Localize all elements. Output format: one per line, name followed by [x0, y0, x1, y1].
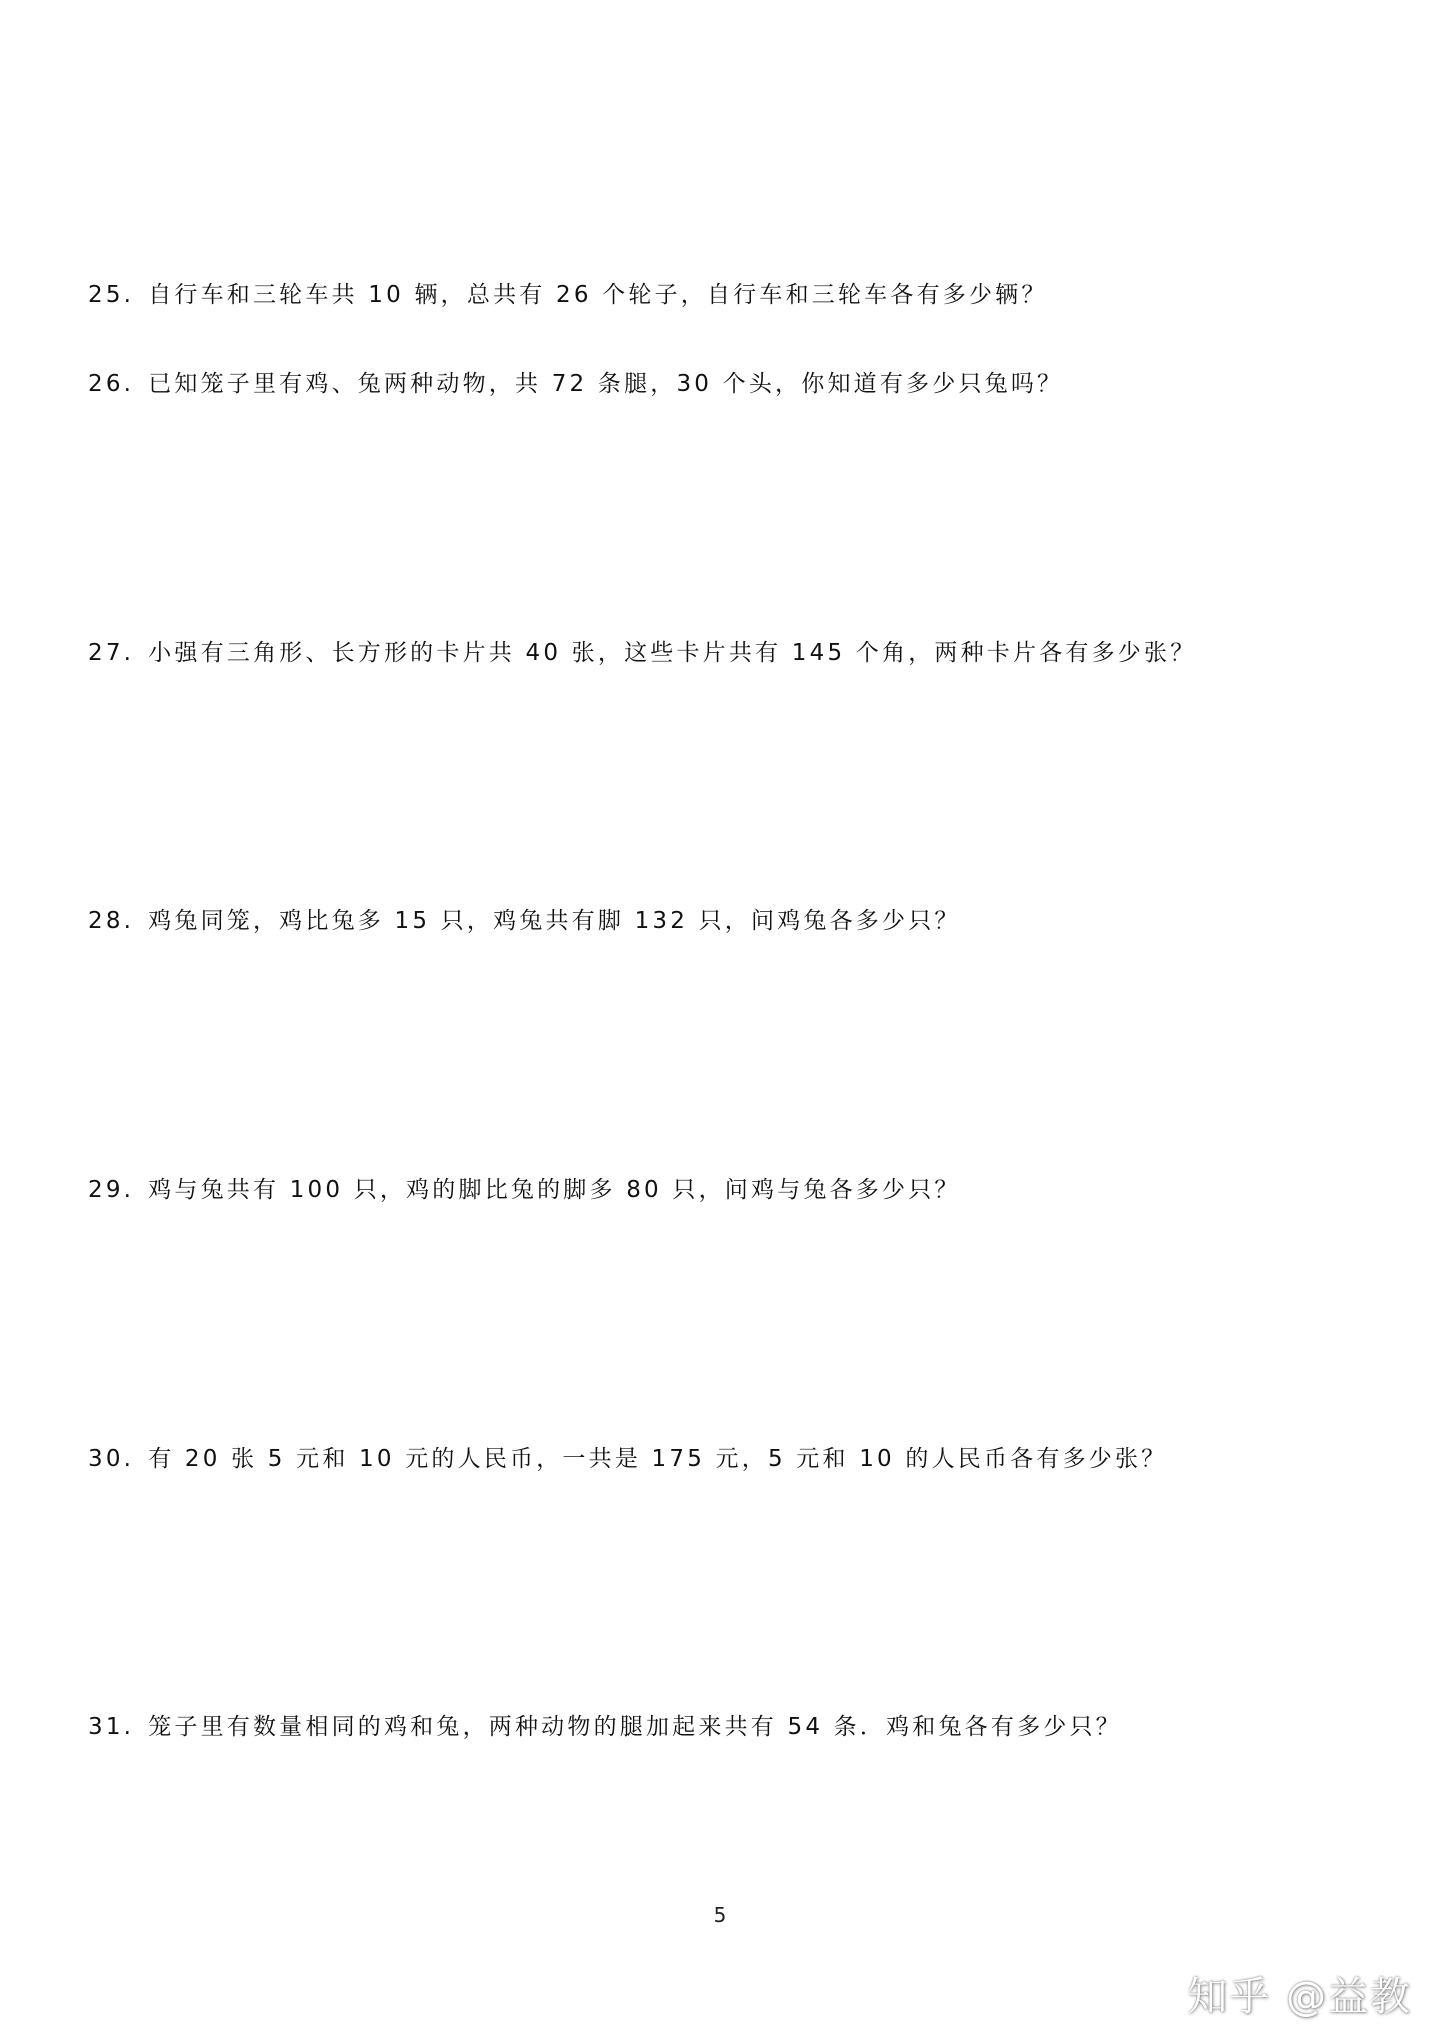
question-29 [88, 1173, 1388, 1207]
question-number: 31. [88, 1714, 135, 1740]
question-number: 30. [88, 1446, 135, 1472]
page-number: 5 [713, 1903, 727, 1927]
question-text: 有 20 张 5 元和 10 元的人民币，一共是 175 元，5 元和 10 的人民币各有多少张？ [148, 1446, 1168, 1472]
question-text: 自行车和三轮车共 10 辆，总共有 26 个轮子，自行车和三轮车各有多少辆？ [148, 282, 1048, 308]
question-26 [88, 367, 1388, 401]
question-25 [88, 278, 1388, 312]
question-number: 29. [88, 1177, 135, 1203]
watermark: 知乎 @益教 [1187, 1974, 1412, 2020]
question-number: 28. [88, 908, 135, 934]
question-28 [88, 904, 1388, 938]
question-27 [88, 636, 1388, 670]
question-text: 鸡与兔共有 100 只，鸡的脚比兔的脚多 80 只，问鸡与兔各多少只？ [148, 1177, 961, 1203]
question-text: 笼子里有数量相同的鸡和兔，两种动物的腿加起来共有 54 条．鸡和兔各有多少只？ [148, 1714, 1122, 1740]
question-number: 26. [88, 371, 135, 397]
question-number: 27. [88, 640, 135, 666]
question-text: 小强有三角形、长方形的卡片共 40 张，这些卡片共有 145 个角，两种卡片各有多少张？ [148, 640, 1197, 666]
question-30 [88, 1442, 1388, 1476]
question-number: 25. [88, 282, 135, 308]
question-31 [88, 1710, 1388, 1744]
question-text: 鸡兔同笼，鸡比兔多 15 只，鸡兔共有脚 132 只，问鸡兔各多少只？ [148, 908, 961, 934]
question-text: 已知笼子里有鸡、兔两种动物，共 72 条腿，30 个头，你知道有多少只兔吗？ [148, 371, 1064, 397]
